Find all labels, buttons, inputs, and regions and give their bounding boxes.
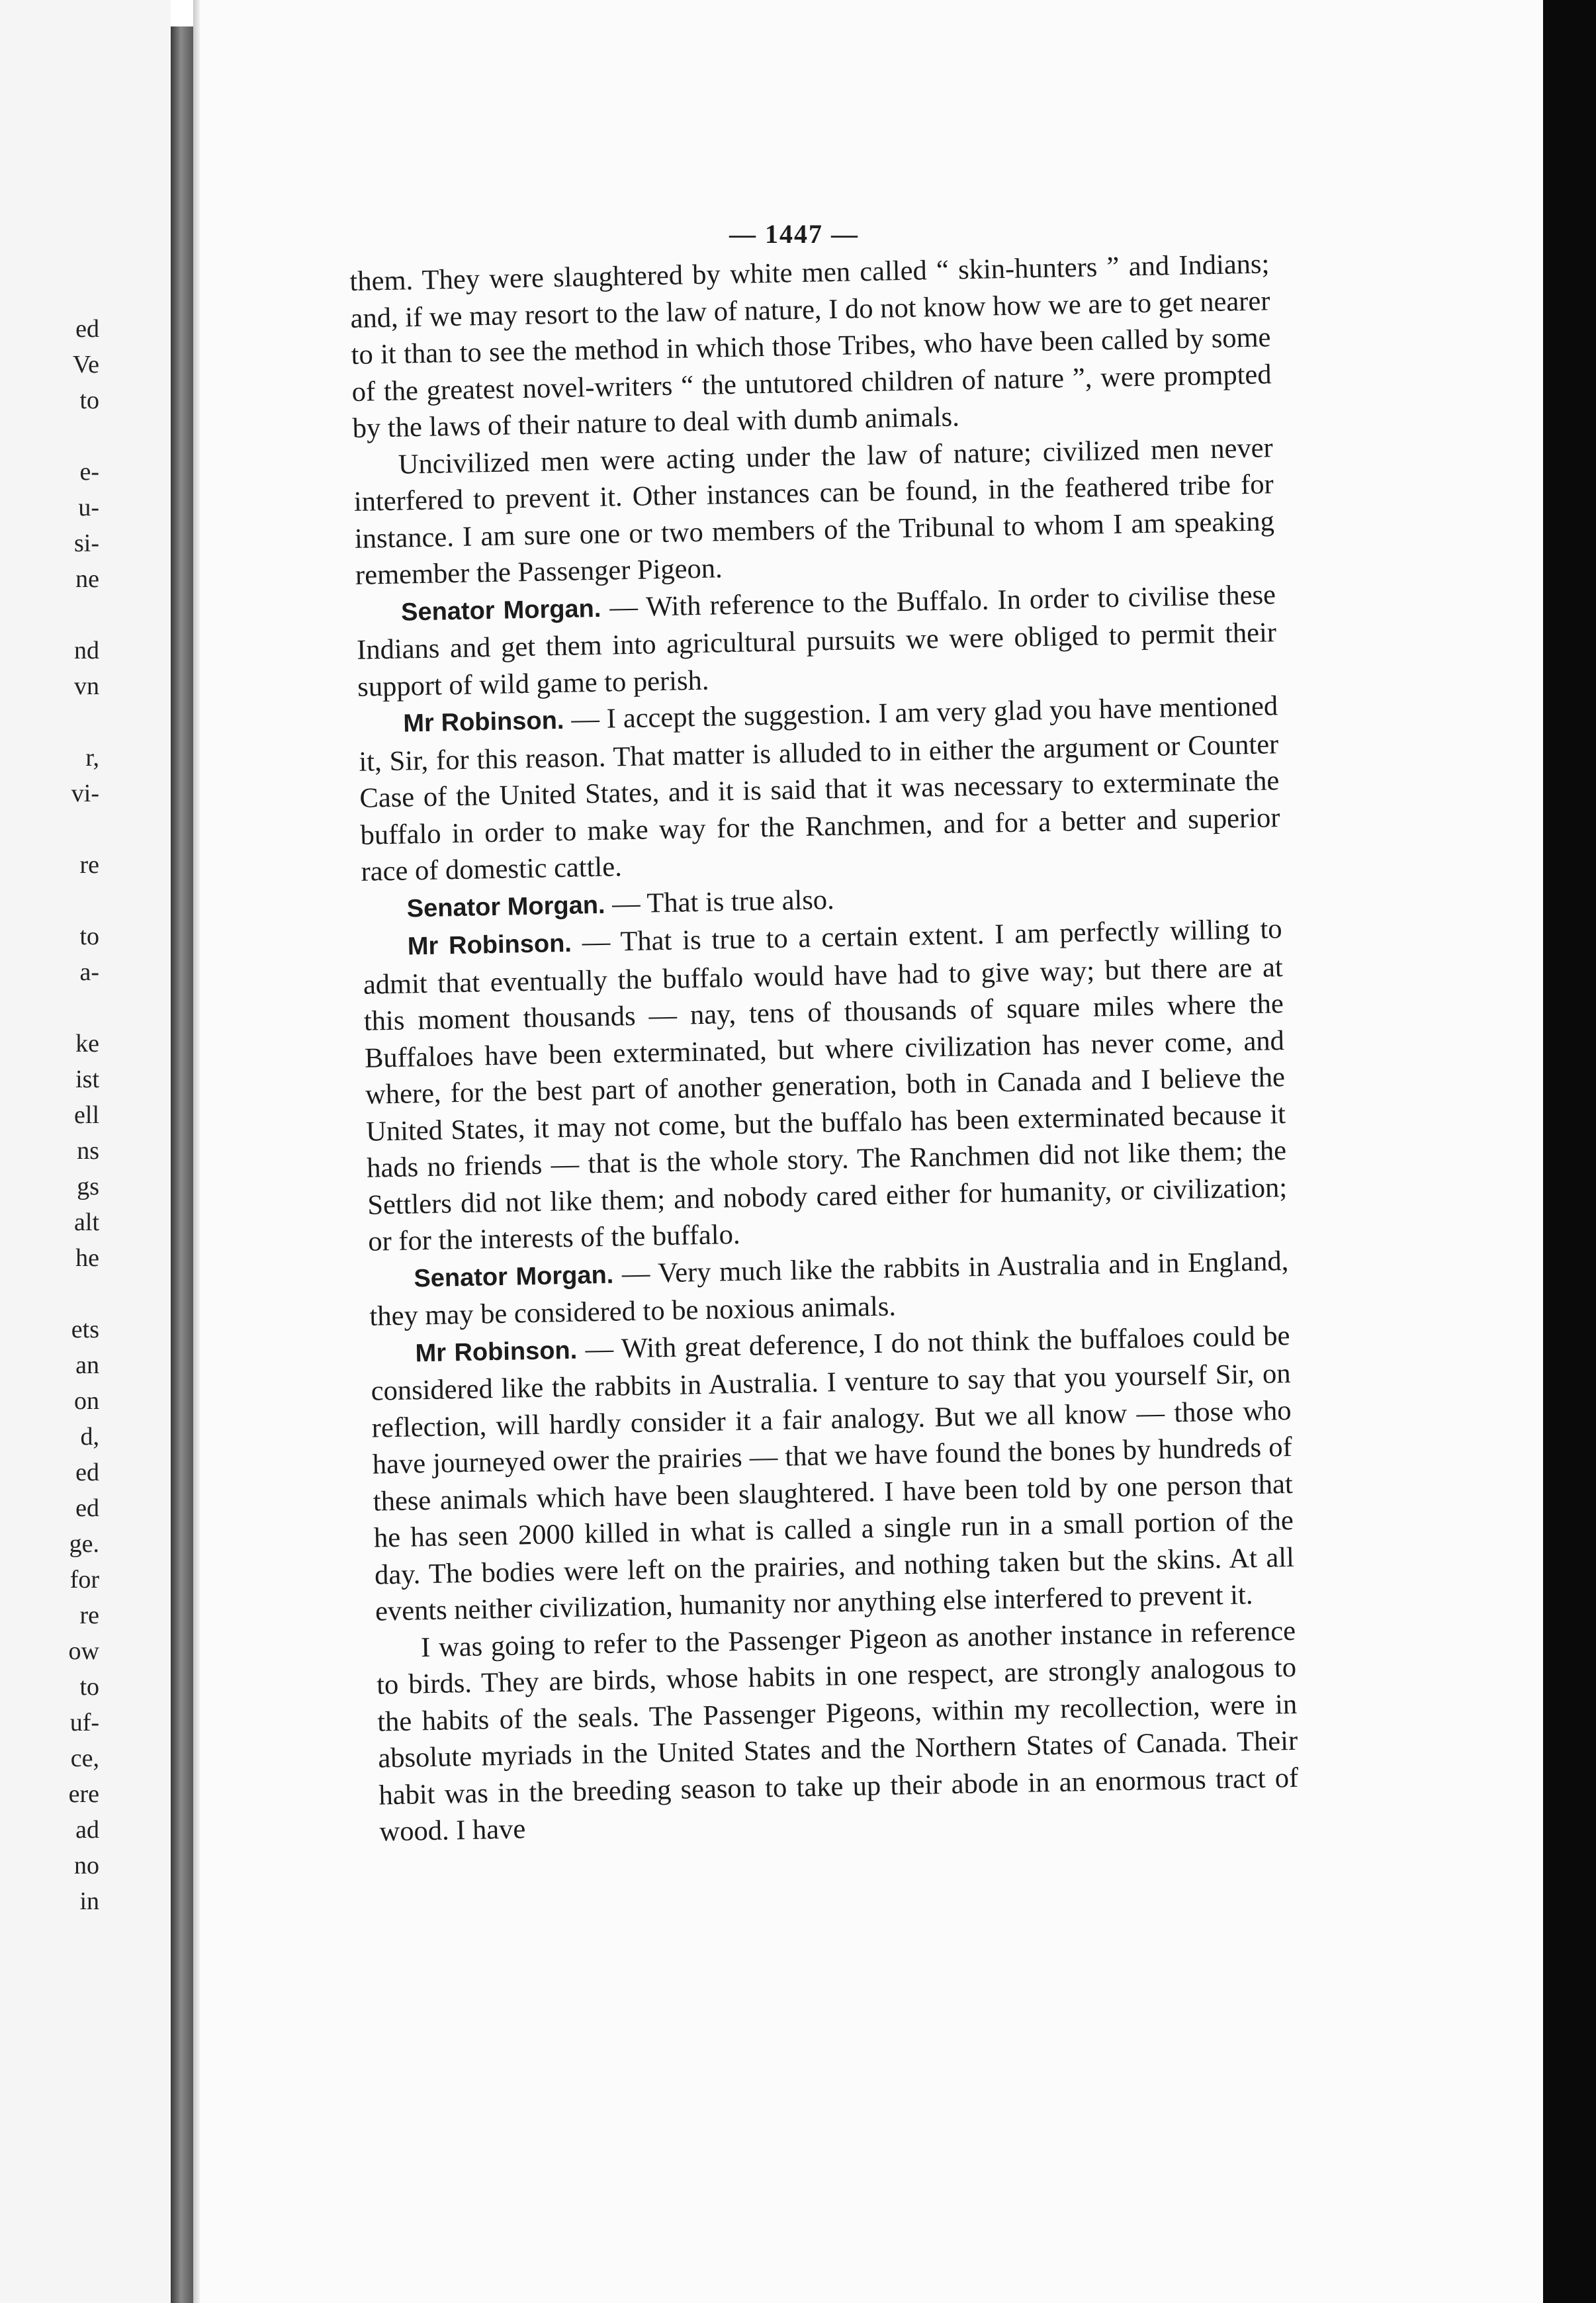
facing-fragment: e- (79, 458, 99, 486)
facing-fragment: ets (71, 1316, 99, 1343)
speech-paragraph (370, 1318, 1295, 1631)
facing-fragment: he (75, 1244, 99, 1272)
facing-fragment: gs (77, 1173, 99, 1200)
speech-paragraph (356, 576, 1278, 705)
facing-fragment: in (79, 1887, 99, 1915)
facing-fragment: vi- (71, 780, 99, 807)
facing-fragment: ed (75, 1459, 99, 1486)
paragraph (376, 1612, 1300, 1850)
facing-fragment: re (79, 1602, 99, 1629)
paragraph-text: Uncivilized men were acting under the law of nature; civilized men never interfered to prevent it. Other instances can be found, in the feathered tribe for instance. I am sure one or two members of the Tribunal to whom I am speaking remember the Passenger Pigeon. (353, 431, 1275, 591)
facing-fragment: a- (79, 958, 99, 986)
facing-fragment: ow (68, 1637, 99, 1665)
facing-fragment: on (74, 1387, 99, 1415)
speaker-name: Mr Robinson. (407, 929, 572, 961)
speaker-name: Mr Robinson. (402, 706, 564, 738)
facing-fragment (0, 418, 99, 454)
facing-fragment: d, (80, 1423, 99, 1451)
facing-fragment: for (69, 1566, 99, 1594)
facing-fragment: ad (75, 1816, 99, 1844)
book-spine-shadow (171, 26, 193, 2303)
facing-fragment: u- (78, 494, 99, 521)
facing-fragment: nd (74, 637, 99, 664)
facing-fragment: Ve (72, 351, 99, 379)
facing-fragment: si- (74, 529, 99, 557)
paragraph-text: — With great deference, I do not think the buffaloes could be considered like the rabbits in Australia. I venture to say that you yourself Sir, on reflection, will hardly consider it a fair analogy. But we all know — those who have journeyed ower the prairies — that we have found the bones by hundreds of these animals which have been slaughtered. I have been told by one person that he has seen 2000 killed in what is called a single run in a small portion of the day. The bodies were left on the prairies, and nothing taken but the skins. At all events neither civilization, humanity nor anything else interfered to prevent it. (371, 1320, 1295, 1627)
facing-fragment (0, 1276, 99, 1312)
facing-page-text-fragments (0, 311, 99, 1919)
facing-fragment: ce, (70, 1744, 99, 1772)
facing-fragment: ist (75, 1065, 99, 1093)
speaker-name: Mr Robinson. (415, 1336, 578, 1367)
paragraph-text: them. They were slaughtered by white men called “ skin-hunters ” and Indians; and, if we may resort to the law of nature, I do not know how we are to get nearer to it than to see the method in which those Tribes, who have been called by some of the greatest novel-writers “ the untutored children of nature ”, were prompted by the laws of their nature to deal with dumb animals. (349, 248, 1272, 444)
facing-fragment: re (79, 851, 99, 879)
page-number: — 1447 — (729, 219, 859, 249)
facing-fragment (0, 883, 99, 919)
paragraph-text: I was going to refer to the Passenger Pigeon as another instance in reference to birds. They are birds, whose habits in one respect, are strongly analogous to the habits of the seals. The Passenger Pigeons, within my recollection, were in absolute myriads in the United States and the Northern States of Canada. Their habit was in the breeding season to take up their abode in an enormous tract of wood. I have (376, 1615, 1299, 1848)
facing-fragment (0, 704, 99, 740)
paragraph-text: — With reference to the Buffalo. In order to civilise these Indians and get them into agricultural pursuits we were obliged to permit their support of wild game to perish. (356, 578, 1277, 703)
facing-fragment (0, 597, 99, 633)
paragraph-text: — That is true also. (605, 883, 835, 920)
facing-fragment: to (79, 923, 99, 950)
speech-paragraph (362, 911, 1288, 1260)
facing-fragment: uf- (69, 1709, 99, 1737)
speaker-name: Senator Morgan. (414, 1261, 614, 1292)
facing-page (0, 0, 171, 2303)
speaker-name: Senator Morgan. (406, 891, 605, 923)
page-edge (193, 0, 200, 2303)
speaker-name: Senator Morgan. (400, 594, 601, 627)
facing-fragment: vn (74, 672, 99, 700)
facing-fragment: ne (75, 565, 99, 593)
facing-fragment: r, (85, 744, 99, 772)
facing-fragment: ere (68, 1780, 99, 1808)
facing-fragment: ke (75, 1030, 99, 1058)
paragraph-text: — Very much like the rabbits in Australia and in England, they may be considered to be noxious animals. (369, 1245, 1289, 1332)
facing-fragment (0, 811, 99, 847)
facing-fragment: no (74, 1852, 99, 1879)
facing-fragment: ge. (69, 1530, 99, 1558)
scan-border (1543, 0, 1596, 2303)
facing-fragment: ns (77, 1137, 99, 1165)
facing-fragment: ell (74, 1101, 99, 1129)
facing-fragment: to (79, 386, 99, 414)
facing-fragment: to (79, 1673, 99, 1701)
paragraph-text: — I accept the suggestion. I am very glad you have mentioned it, Sir, for this reason. That matter is alluded to in either the argument or Counter Case of the United States, and it is said that it was necessary to exterminate the buffalo in order to make way for the Ranchmen, and for a better and superior race of domestic cattle. (359, 690, 1280, 887)
facing-fragment: ed (75, 1494, 99, 1522)
facing-fragment: ed (75, 315, 99, 343)
text-body (349, 246, 1300, 1850)
facing-fragment: alt (74, 1208, 99, 1236)
continued-paragraph (349, 246, 1272, 447)
facing-fragment (0, 990, 99, 1026)
speech-paragraph (358, 688, 1281, 890)
facing-fragment: an (75, 1351, 99, 1379)
paragraph (353, 429, 1275, 594)
paragraph-text: — That is true to a certain extent. I am perfectly willing to admit that eventually the buffalo would have had to give way; but there are at this moment thousands — nay, tens of thousands of square miles where the Buffaloes have been exterminated, but where civilization has never come, and where, for the best part of another generation, both in Canada and I believe the United States, it may not come, but the buffalo has been exterminated because it hads no friends — that is the whole story. The Ranchmen did not like them; the Settlers did not like them; and nobody cared either for humanity, or civilization; or for the interests of the buffalo. (363, 913, 1288, 1257)
